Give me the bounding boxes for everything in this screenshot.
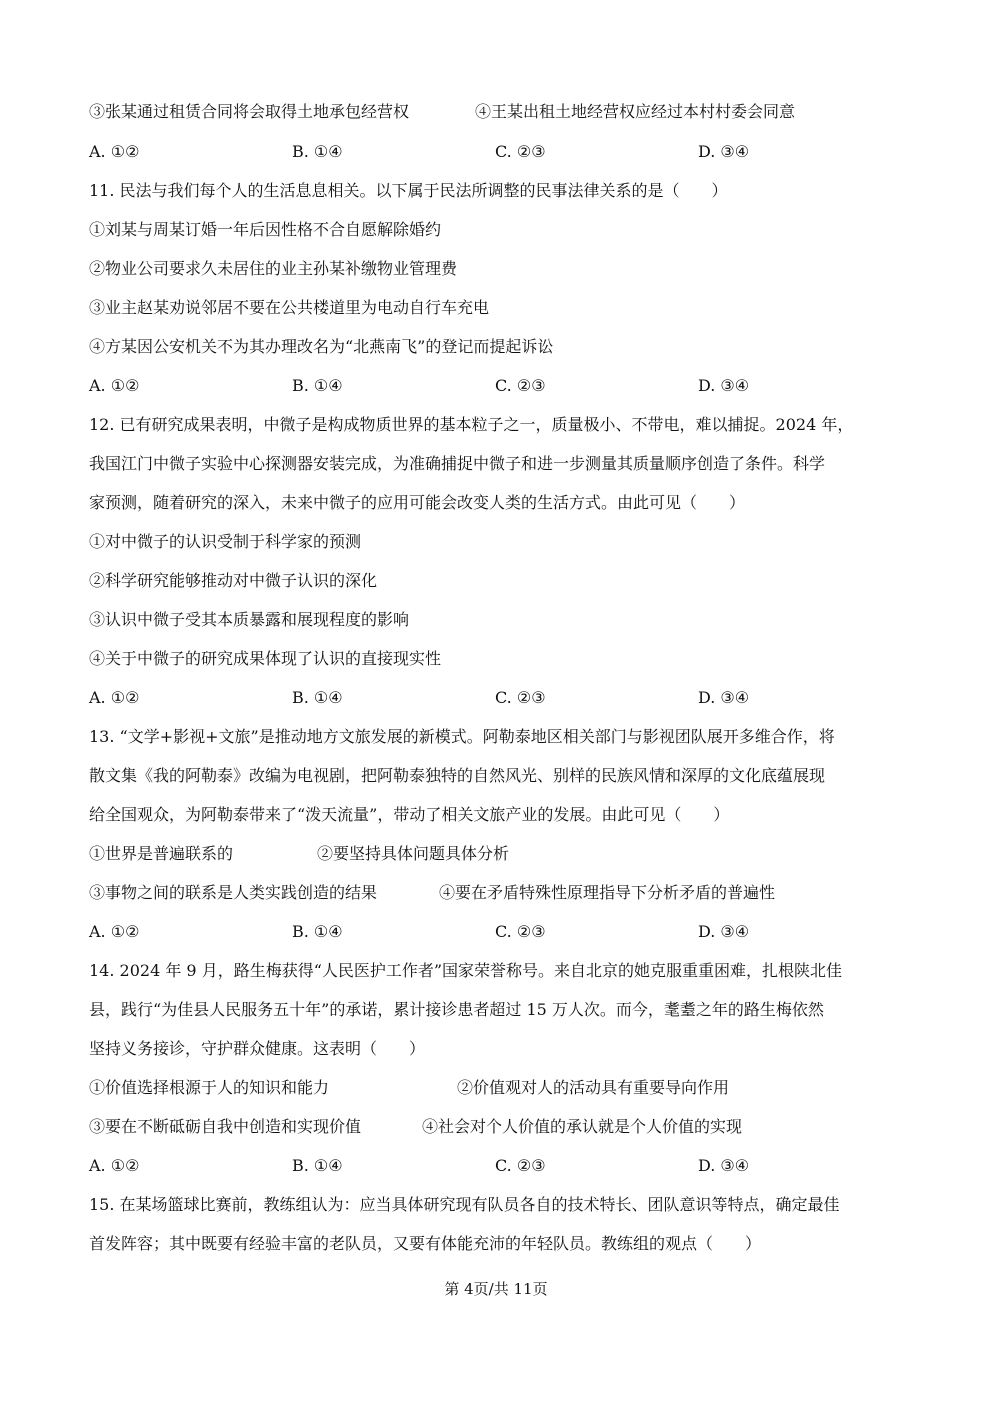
q14-item-1: ①价值选择根源于人的知识和能力	[89, 1078, 330, 1097]
q14-item-2: ②价值观对人的活动具有重要导向作用	[457, 1078, 730, 1097]
q15-stem-line-2: 首发阵容；其中既要有经验丰富的老队员，又要有体能充沛的年轻队员。教练组的观点（ ）	[89, 1234, 762, 1253]
page-number-footer: 第 4页/共 11页	[444, 1280, 548, 1298]
q13-option-c: C. ②③	[495, 922, 546, 941]
q10-option-a: A. ①②	[89, 142, 140, 161]
q13-option-d: D. ③④	[698, 922, 750, 941]
q12-option-a: A. ①②	[89, 688, 140, 707]
q11-option-a: A. ①②	[89, 376, 140, 395]
q13-option-b: B. ①④	[292, 922, 343, 941]
q11-item-2: ②物业公司要求久未居住的业主孙某补缴物业管理费	[89, 259, 458, 278]
q14-items-row-1	[89, 1077, 909, 1099]
q12-options	[89, 687, 909, 709]
q11-option-d: D. ③④	[698, 376, 750, 395]
q12-option-d: D. ③④	[698, 688, 750, 707]
q13-stem-line-3: 给全国观众，为阿勒泰带来了“泼天流量”，带动了相关文旅产业的发展。由此可见（ ）	[89, 805, 730, 824]
q10-option-d: D. ③④	[698, 142, 750, 161]
q13-option-a: A. ①②	[89, 922, 140, 941]
q13-item-3: ③事物之间的联系是人类实践创造的结果	[89, 883, 378, 902]
q13-item-4: ④要在矛盾特殊性原理指导下分析矛盾的普遍性	[439, 883, 776, 902]
q14-item-4: ④社会对个人价值的承认就是个人价值的实现	[422, 1117, 743, 1136]
q10-option-b: B. ①④	[292, 142, 343, 161]
q13-items-row-2	[89, 882, 909, 904]
q12-stem-line-3: 家预测，随着研究的深入，未来中微子的应用可能会改变人类的生活方式。由此可见（ ）	[89, 493, 746, 512]
q14-stem-line-3: 坚持义务接诊，守护群众健康。这表明（ ）	[89, 1039, 426, 1058]
q12-item-2: ②科学研究能够推动对中微子认识的深化	[89, 571, 378, 590]
q14-items-row-2	[89, 1116, 909, 1138]
q10-items-row	[89, 101, 909, 123]
q12-option-c: C. ②③	[495, 688, 546, 707]
q11-item-1: ①刘某与周某订婚一年后因性格不合自愿解除婚约	[89, 220, 442, 239]
q12-stem-line-1: 12. 已有研究成果表明，中微子是构成物质世界的基本粒子之一，质量极小、不带电，难以捕捉。2024 年，	[89, 415, 854, 434]
q13-options	[89, 921, 909, 943]
q13-item-2: ②要坚持具体问题具体分析	[317, 844, 510, 863]
q14-option-b: B. ①④	[292, 1156, 343, 1175]
q11-option-b: B. ①④	[292, 376, 343, 395]
q11-item-4: ④方某因公安机关不为其办理改名为“北燕南飞”的登记而提起诉讼	[89, 337, 554, 356]
q14-option-d: D. ③④	[698, 1156, 750, 1175]
q13-item-1: ①世界是普遍联系的	[89, 844, 234, 863]
q11-option-c: C. ②③	[495, 376, 546, 395]
q13-stem-line-2: 散文集《我的阿勒泰》改编为电视剧，把阿勒泰独特的自然风光、别样的民族风情和深厚的文化底蕴展现	[89, 766, 826, 785]
q14-option-c: C. ②③	[495, 1156, 546, 1175]
q14-stem-line-1: 14. 2024 年 9 月，路生梅获得“人民医护工作者”国家荣誉称号。来自北京的她克服重重困难，扎根陕北佳	[89, 961, 843, 980]
q15-stem-line-1: 15. 在某场篮球比赛前，教练组认为：应当具体研究现有队员各自的技术特长、团队意识等特点，确定最佳	[89, 1195, 840, 1214]
q10-option-c: C. ②③	[495, 142, 546, 161]
q11-item-3: ③业主赵某劝说邻居不要在公共楼道里为电动自行车充电	[89, 298, 490, 317]
q11-options	[89, 375, 909, 397]
q10-options	[89, 141, 909, 163]
q10-item-3: ③张某通过租赁合同将会取得土地承包经营权	[89, 102, 410, 121]
q14-stem-line-2: 县，践行“为佳县人民服务五十年”的承诺，累计接诊患者超过 15 万人次。而今，耄耋之年的路生梅依然	[89, 1000, 824, 1019]
q13-items-row-1	[89, 843, 909, 865]
q11-stem: 11. 民法与我们每个人的生活息息相关。以下属于民法所调整的民事法律关系的是（ ）	[89, 181, 728, 200]
q12-item-3: ③认识中微子受其本质暴露和展现程度的影响	[89, 610, 410, 629]
q12-item-4: ④关于中微子的研究成果体现了认识的直接现实性	[89, 649, 442, 668]
q10-item-4: ④王某出租土地经营权应经过本村村委会同意	[475, 102, 796, 121]
q14-item-3: ③要在不断砥砺自我中创造和实现价值	[89, 1117, 362, 1136]
q12-item-1: ①对中微子的认识受制于科学家的预测	[89, 532, 362, 551]
q12-stem-line-2: 我国江门中微子实验中心探测器安装完成，为准确捕捉中微子和进一步测量其质量顺序创造了条件。科学	[89, 454, 826, 473]
q14-option-a: A. ①②	[89, 1156, 140, 1175]
q14-options	[89, 1155, 909, 1177]
q12-option-b: B. ①④	[292, 688, 343, 707]
q13-stem-line-1: 13. “文学+影视+文旅”是推动地方文旅发展的新模式。阿勒泰地区相关部门与影视团队展开多维合作，将	[89, 727, 835, 746]
